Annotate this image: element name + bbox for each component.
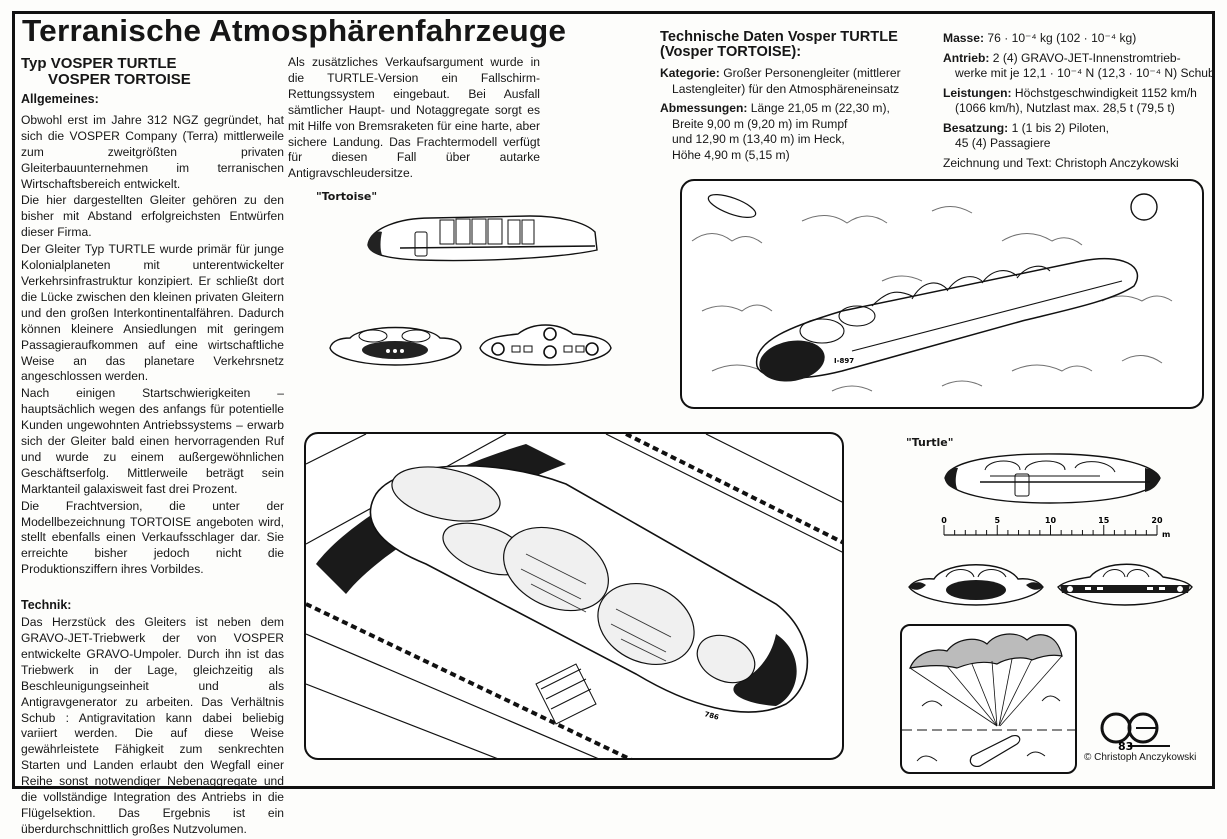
- spec-value-cont: und 12,90 m (13,40 m) im Heck,: [672, 132, 845, 146]
- spec-key: Besatzung:: [943, 120, 1009, 135]
- turtle-label: "Turtle": [906, 436, 954, 449]
- spec-value: Großer Personengleiter (mittlerer: [723, 66, 901, 80]
- rescue-system-paragraph: Als zusätzliches Verkaufsargument wurde in die TURTLE-Version ein Fallschirm-Rettungssystem eingebaut. Bei Ausfall sämtlicher Haupt- und Notaggregate sorgt es mit Hilfe von Bremsraketen für eine harte, aber sichere Landung. Das Frachtermodell verfügt für diesen Fall über autarke Antigravschleudersitze.: [288, 55, 540, 181]
- turtle-front-view: [906, 555, 1046, 610]
- general-paragraph: Der Gleiter Typ TURTLE wurde primär für junge Kolonialplaneten mit unterentwickelter Verkehrsinfrastruktur konzipiert. Er schließt dort die Lücke zwischen den kleinen privaten Gleitern und den großen Interkontinentalfähren. Dadurch können kleinere Ansiedlungen mit geringem Passagieraufkommen auf eine wirtschaftliche Weise an das planetare Verkehrsnetz angeschlossen werden.: [21, 242, 284, 384]
- tech-data-right: [943, 31, 1215, 175]
- spec-key: Antrieb:: [943, 50, 990, 65]
- spec-kategorie: [660, 66, 930, 97]
- turtle-rear-hull: [1058, 564, 1192, 605]
- turtle-rear-view: [1055, 555, 1195, 610]
- technik-heading: Technik:: [21, 598, 72, 613]
- tech-data-left: [660, 30, 930, 167]
- spec-antrieb: [943, 51, 1215, 82]
- general-paragraph: Nach einigen Startschwierigkeiten – hauptsächlich wegen des anfangs für potentielle Kunden ungewohnten Antriebssystems – erwarb sich der Gleiter bald einen hervorragenden Ruf und wurde zu einem außergewöhnlichen Geschäftserfolg. Mittlerweile beträgt sein Marktanteil galaxisweit fast drei Prozent.: [21, 386, 284, 496]
- tortoise-label: "Tortoise": [316, 190, 378, 203]
- spec-key: Leistungen:: [943, 85, 1012, 100]
- tortoise-hull: [368, 216, 597, 261]
- tech-heading-line2: (Vosper TORTOISE):: [660, 44, 802, 60]
- turtle-tail: [1145, 468, 1160, 492]
- technik-paragraph: Das Herzstück des Gleiters ist neben dem GRAVO-JET-Triebwerk der von VOSPER entwickelte GRAVO-Umpoler. Durch ihn ist das Triebwerk in der Lage, gleichzeitig als Beschleunigungseinheit und als Antigravgenerator zu arbeiten. Das Verhältnis Schub : Antigravitation kann dabei beliebig variiert werden. Die auf diese Weise gewährleistete Fähigkeit zum senkrechten Starten und Landen erlaubt den Wegfall einer Reihe sonst notwendiger Nebenaggregate und die vollständige Integration des Antriebs in die Flügelsektion. Das Ergebnis ist ein überdurchschnittlich großes Nutzvolumen.: [21, 615, 284, 836]
- scale-unit: m: [1162, 530, 1171, 539]
- turtle-in-flight: [756, 259, 1137, 387]
- signature-year: 83: [1118, 740, 1134, 753]
- spec-value: 2 (4) GRAVO-JET-Innenstromtrieb-: [992, 50, 1181, 65]
- copyright-notice: © Christoph Anczykowski: [1084, 752, 1197, 763]
- spec-value-cont: Breite 9,00 m (9,20 m) im Rumpf: [672, 116, 848, 131]
- type-heading-line1: Typ VOSPER TURTLE: [21, 55, 177, 72]
- spec-value-cont: 45 (4) Passagiere: [955, 136, 1051, 150]
- artist-signature: [1098, 708, 1178, 753]
- type-heading: [21, 56, 284, 88]
- parachute-lines: [910, 656, 1062, 726]
- flight-ship-marking: I-897: [834, 357, 855, 365]
- scale-tick-label: 5: [994, 516, 1001, 525]
- type-heading-line2: VOSPER TORTOISE: [48, 71, 191, 88]
- spec-key: Abmessungen:: [660, 101, 748, 115]
- article-column-1: [21, 56, 284, 839]
- spec-value: Länge 21,05 m (22,30 m),: [750, 101, 890, 115]
- tortoise-rear-view: [478, 318, 613, 368]
- spec-value-cont: (1066 km/h), Nutzlast max. 28,5 t (79,5 t): [955, 101, 1175, 115]
- scale-tick-label: 10: [1044, 516, 1057, 525]
- spec-besatzung: [943, 121, 1215, 152]
- scale-bar: [942, 515, 1172, 540]
- spec-value: 76 · 10⁻⁴ kg (102 · 10⁻⁴ kg): [987, 31, 1137, 45]
- boarding-stairs: [536, 664, 596, 724]
- tortoise-front-view: [328, 318, 463, 368]
- spec-key: Kategorie:: [660, 66, 720, 80]
- spec-abmessungen: [660, 101, 930, 163]
- flight-scene: [682, 181, 1204, 409]
- spec-value-cont: Lastengleiter) für den Atmosphäreneinsatz: [672, 81, 900, 96]
- general-paragraph: Die Frachtversion, die unter der Modellbezeichnung TORTOISE angeboten wird, stellt ebenfalls einen Verkaufsschlager dar. Sie erreichte bisher jedoch nicht die Produktionsziffern ihres Vorbildes.: [21, 498, 284, 577]
- parachute-canopy: [910, 634, 1062, 668]
- tortoise-nose: [368, 232, 382, 255]
- distant-glider: [706, 190, 758, 222]
- spec-value-cont: werke mit je 12,1 · 10⁻⁴ N (12,3 · 10⁻⁴ N) Schub: [955, 66, 1215, 80]
- spec-value: 1 (1 bis 2) Piloten,: [1011, 120, 1110, 135]
- cutaway-panel: [304, 432, 844, 760]
- spec-value: Höchstgeschwindigkeit 1152 km/h: [1014, 85, 1197, 100]
- parachute-panel: [900, 624, 1077, 774]
- moon-icon: [1131, 194, 1157, 220]
- tech-heading-line1: Technische Daten Vosper TURTLE: [660, 29, 898, 45]
- tech-data-heading: [660, 30, 930, 60]
- scale-tick-label: 0: [941, 516, 947, 525]
- page-title: Terranische Atmosphärenfahrzeuge: [22, 13, 567, 48]
- scale-tick-label: 15: [1098, 516, 1110, 525]
- scale-tick-label: 20: [1151, 516, 1163, 525]
- spec-masse: [943, 31, 1215, 47]
- general-paragraph: Die hier dargestellten Gleiter gehören zu den bisher mit Abstand erfolgreichsten Entwürfen dieser Firma.: [21, 193, 284, 240]
- turtle-side-view: [940, 448, 1165, 508]
- spec-key: Masse:: [943, 31, 985, 45]
- spec-value-cont: Höhe 4,90 m (5,15 m): [672, 147, 790, 162]
- spec-leistungen: [943, 86, 1215, 117]
- author-credit: Zeichnung und Text: Christoph Anczykowski: [943, 155, 1179, 170]
- tortoise-side-view: [360, 210, 600, 270]
- parachute-scene: [902, 626, 1077, 774]
- cutaway-drawing: [306, 434, 844, 760]
- flight-scene-panel: [680, 179, 1204, 409]
- article-column-2: [288, 55, 540, 182]
- general-heading: Allgemeines:: [21, 92, 99, 106]
- general-paragraph: Obwohl erst im Jahre 312 NGZ gegründet, hat sich die VOSPER Company (Terra) mittlerweile zum zweitgrößten privaten Gleiterbauunternehmen im terranischen Wirtschaftsbereich entwickelt.: [21, 112, 284, 191]
- cutaway-ship-marking: 786: [703, 710, 720, 722]
- descending-glider: [970, 736, 1019, 767]
